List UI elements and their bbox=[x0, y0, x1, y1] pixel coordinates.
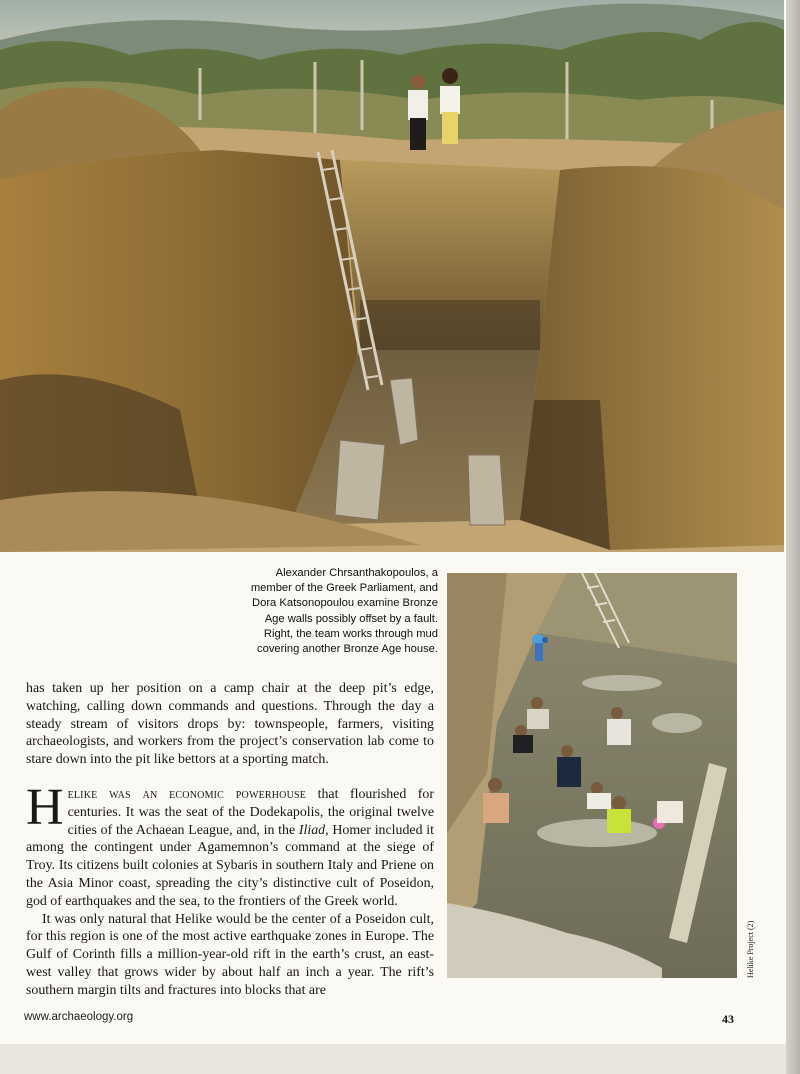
caption-line: Right, the team works through mud bbox=[263, 627, 438, 640]
caption-line: member of the Greek Parliament, and bbox=[250, 582, 438, 595]
page-edge bbox=[786, 0, 800, 1074]
paragraph-text: , Homer included it among the contingent under Agamemnon’s command at the siege of Troy. Its citizens built colonies at Sybaris in southern Italy and Priene on the Asia Minor coast, spreading the city’s distinctive cult of Poseidon, god of earthquakes and the sea, to the frontiers of the Greek world. bbox=[26, 822, 434, 909]
article-paragraph bbox=[26, 778, 434, 911]
photo-credit-text: Helike Project (2) bbox=[746, 920, 755, 978]
lead-in-small-caps: elike was an economic powerhouse bbox=[67, 786, 307, 802]
article-paragraph: It was only natural that Helike would be the center of a Poseidon cult, for this region is one of the most active earthquake zones in Europe. The Gulf of Corinth fills a million-year-old rift in the earth’s crust, an east-west valley that grows wider by about half an inch a year. The rift’s southern margin tilts and fractures into blocks that are bbox=[26, 911, 434, 998]
website-url: www.archaeology.org bbox=[24, 1011, 134, 1023]
paragraph-text: that flourished for centuries. It was the seat of the Dodekapolis, the original twelve cities of the Achaean League, and, in the bbox=[67, 786, 434, 838]
photo-credit bbox=[736, 902, 755, 978]
caption-line: Alexander Chrsanthakopoulos, a bbox=[275, 567, 438, 579]
caption-line: Dora Katsonopoulou examine Bronze bbox=[252, 597, 438, 610]
caption-line: covering another Bronze Age house. bbox=[257, 643, 438, 656]
book-title: Iliad bbox=[298, 822, 326, 838]
team-excavation-illustration bbox=[447, 573, 737, 978]
article-paragraph: has taken up her position on a camp chair at the deep pit’s edge, watching, calling down commands and questions. Through the day a steady stream of visitors drops by: townspeople, farmers, visiting archaeologists, and workers from the project’s conservation lab come to stare down into the pit like bettors at a sporting match. bbox=[26, 681, 434, 768]
scan-margin bbox=[0, 1044, 786, 1074]
caption-line: Age walls possibly offset by a fault. bbox=[264, 612, 438, 625]
photo-caption bbox=[244, 566, 438, 657]
team-mud-excavation-photo bbox=[447, 573, 737, 978]
article-body bbox=[26, 680, 434, 1000]
page-number: 43 bbox=[722, 1012, 734, 1026]
drop-cap: H bbox=[26, 778, 64, 836]
